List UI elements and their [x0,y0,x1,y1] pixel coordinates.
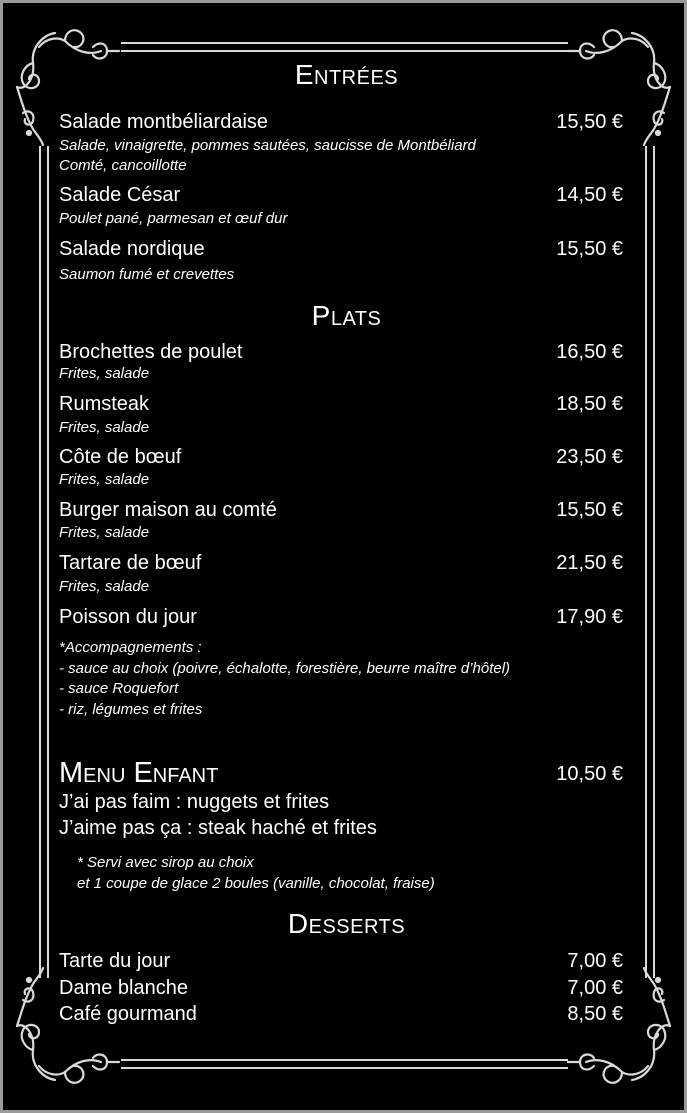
item-description: Frites, salade [59,578,150,595]
item-name: Salade César [59,184,181,206]
section-title-entrees: Entrées [294,59,399,90]
accompaniment-line: - riz, légumes et frites [59,701,203,718]
item-description: Salade, vinaigrette, pommes sautées, saucisse de Montbéliard [59,137,476,154]
item-name: Tarte du jour [59,950,171,972]
item-name: Burger maison au comté [59,499,277,521]
item-description: Frites, salade [59,471,150,488]
menu-enfant-price: 10,50 € [556,763,623,785]
item-name: Rumsteak [59,393,150,415]
accompaniment-line: - sauce au choix (poivre, échalotte, forestière, beurre maître d’hôtel) [59,660,511,677]
section-title-menu-enfant: Menu Enfant [59,757,219,789]
item-name: Dame blanche [59,977,188,999]
menu-enfant-note: et 1 coupe de glace 2 boules (vanille, chocolat, fraise) [77,875,435,892]
item-price: 15,50 € [556,238,623,260]
menu-enfant-option: J’aime pas ça : steak haché et frites [59,817,377,839]
item-name: Salade montbéliardaise [59,111,269,133]
item-description: Frites, salade [59,524,150,541]
accompaniment-line: - sauce Roquefort [59,680,179,697]
item-description: Frites, salade [59,419,150,436]
item-price: 14,50 € [556,184,623,206]
item-description: Poulet pané, parmesan et œuf dur [59,210,288,227]
item-name: Côte de bœuf [59,446,182,468]
item-name: Salade nordique [59,238,205,260]
section-title-desserts: Desserts [287,908,406,939]
item-price: 7,00 € [567,950,623,972]
item-price: 23,50 € [556,446,623,468]
menu-enfant-note: * Servi avec sirop au choix [77,854,254,871]
item-name: Café gourmand [59,1003,197,1025]
item-description: Comté, cancoillotte [59,157,187,174]
item-name: Poisson du jour [59,606,197,628]
item-name: Brochettes de poulet [59,341,243,363]
item-description: Saumon fumé et crevettes [59,266,235,283]
item-description: Frites, salade [59,365,150,382]
item-price: 16,50 € [556,341,623,363]
item-price: 21,50 € [556,552,623,574]
item-price: 7,00 € [567,977,623,999]
item-price: 8,50 € [567,1003,623,1025]
menu-enfant-option: J’ai pas faim : nuggets et frites [59,791,330,813]
item-price: 15,50 € [556,499,623,521]
item-price: 17,90 € [556,606,623,628]
accompaniments-heading: *Accompagnements : [59,639,202,656]
item-price: 18,50 € [556,393,623,415]
item-name: Tartare de bœuf [59,552,202,574]
item-price: 15,50 € [556,111,623,133]
section-title-plats: Plats [311,300,382,331]
